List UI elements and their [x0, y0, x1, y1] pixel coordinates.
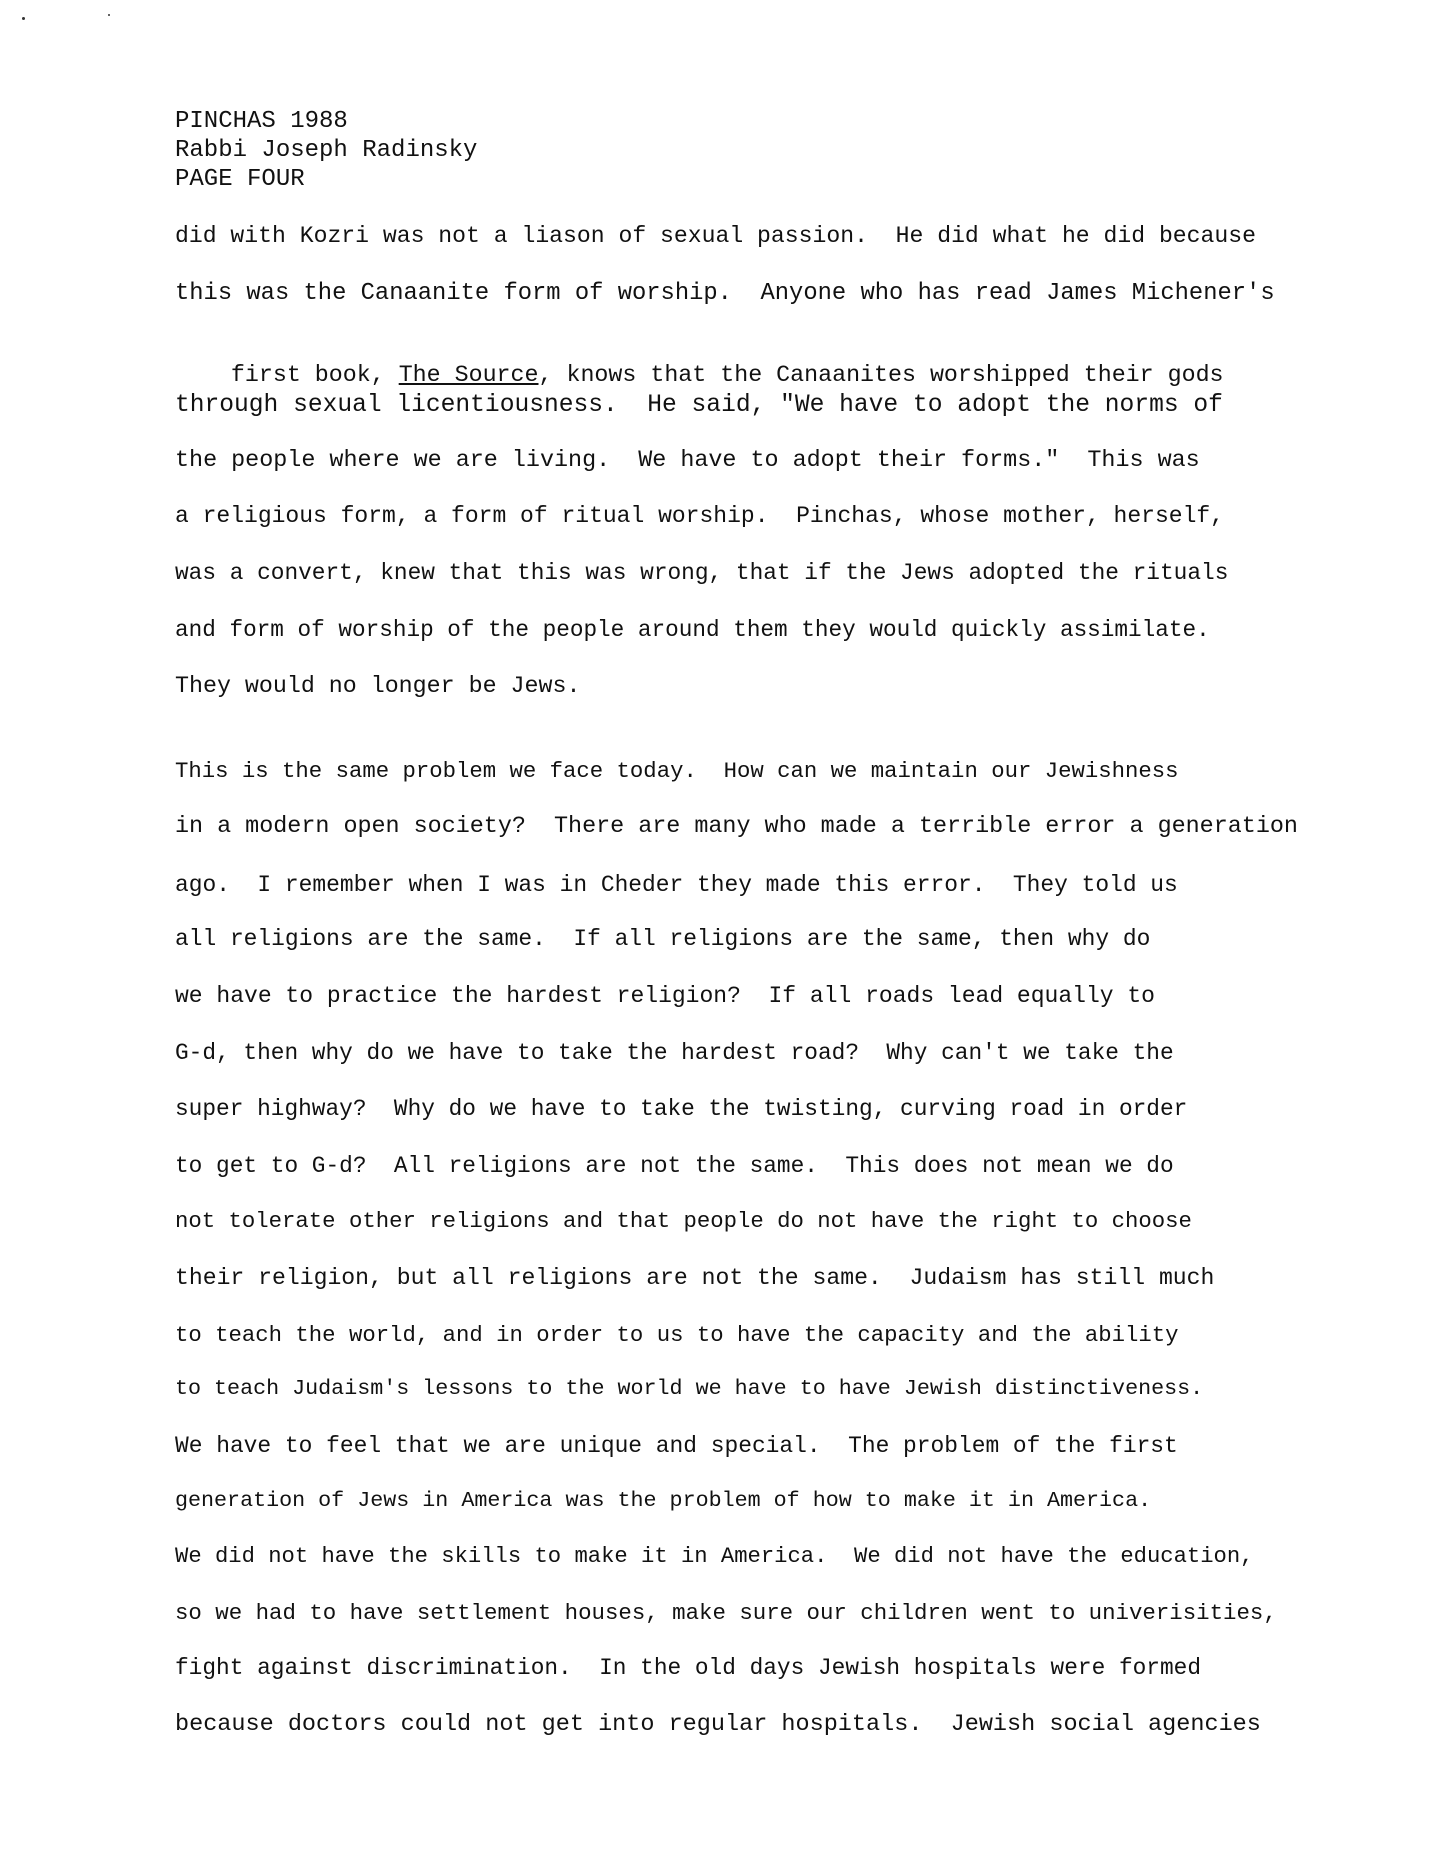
text-line: in a modern open society? There are many who made a terrible error a generation [175, 814, 1298, 840]
text-line: because doctors could not get into regular hospitals. Jewish social agencies [175, 1711, 1261, 1738]
text-line: This is the same problem we face today. How can we maintain our Jewishness [175, 758, 1179, 784]
text-line: was a convert, knew that this was wrong, that if the Jews adopted the rituals [175, 560, 1229, 586]
text-line: They would no longer be Jews. [175, 673, 581, 699]
text-line: to teach the world, and in order to us to have the capacity and the ability [175, 1322, 1179, 1348]
header-page-number: PAGE FOUR [175, 166, 305, 193]
text-line: We have to feel that we are unique and special. The problem of the first [175, 1433, 1178, 1459]
text-line: fight against discrimination. In the old days Jewish hospitals were formed [175, 1655, 1202, 1681]
scan-speck [108, 14, 110, 16]
header-author: Rabbi Joseph Radinsky [175, 137, 478, 164]
text-line: this was the Canaanite form of worship. Anyone who has read James Michener's [175, 280, 1275, 307]
text-line: so we had to have settlement houses, make sure our children went to univerisities, [175, 1600, 1277, 1626]
text-line: not tolerate other religions and that people do not have the right to choose [175, 1208, 1192, 1234]
text-run: , knows that the Canaanites worshipped their gods [538, 362, 1224, 388]
scan-speck [22, 17, 25, 20]
text-line: the people where we are living. We have to adopt their forms." This was [175, 448, 1200, 474]
text-line: all religions are the same. If all religions are the same, then why do [175, 926, 1151, 952]
document-header [175, 107, 477, 194]
text-line: and form of worship of the people around them they would quickly assimilate. [175, 617, 1210, 643]
text-line: G-d, then why do we have to take the hardest road? Why can't we take the [175, 1040, 1174, 1066]
header-title: PINCHAS 1988 [175, 108, 348, 135]
text-line: to teach Judaism's lessons to the world we have to have Jewish distinctiveness. [175, 1376, 1204, 1401]
text-line: super highway? Why do we have to take the twisting, curving road in order [175, 1096, 1188, 1122]
text-line: a religious form, a form of ritual worship. Pinchas, whose mother, herself, [175, 503, 1224, 529]
text-line: did with Kozri was not a liason of sexual passion. He did what he did because [175, 223, 1256, 249]
text-line: through sexual licentiousness. He said, "We have to adopt the norms of [175, 392, 1223, 419]
text-line: their religion, but all religions are not the same. Judaism has still much [175, 1265, 1215, 1291]
text-line: ago. I remember when I was in Cheder they made this error. They told us [175, 872, 1178, 898]
text-line: we have to practice the hardest religion? If all roads lead equally to [175, 983, 1155, 1009]
text-line: generation of Jews in America was the problem of how to make it in America. [175, 1488, 1152, 1513]
text-line: to get to G-d? All religions are not the same. This does not mean we do [175, 1153, 1174, 1179]
book-title: The Source [398, 362, 539, 388]
text-line: We did not have the skills to make it in America. We did not have the education, [175, 1544, 1254, 1569]
text-run: first book, [230, 362, 399, 388]
